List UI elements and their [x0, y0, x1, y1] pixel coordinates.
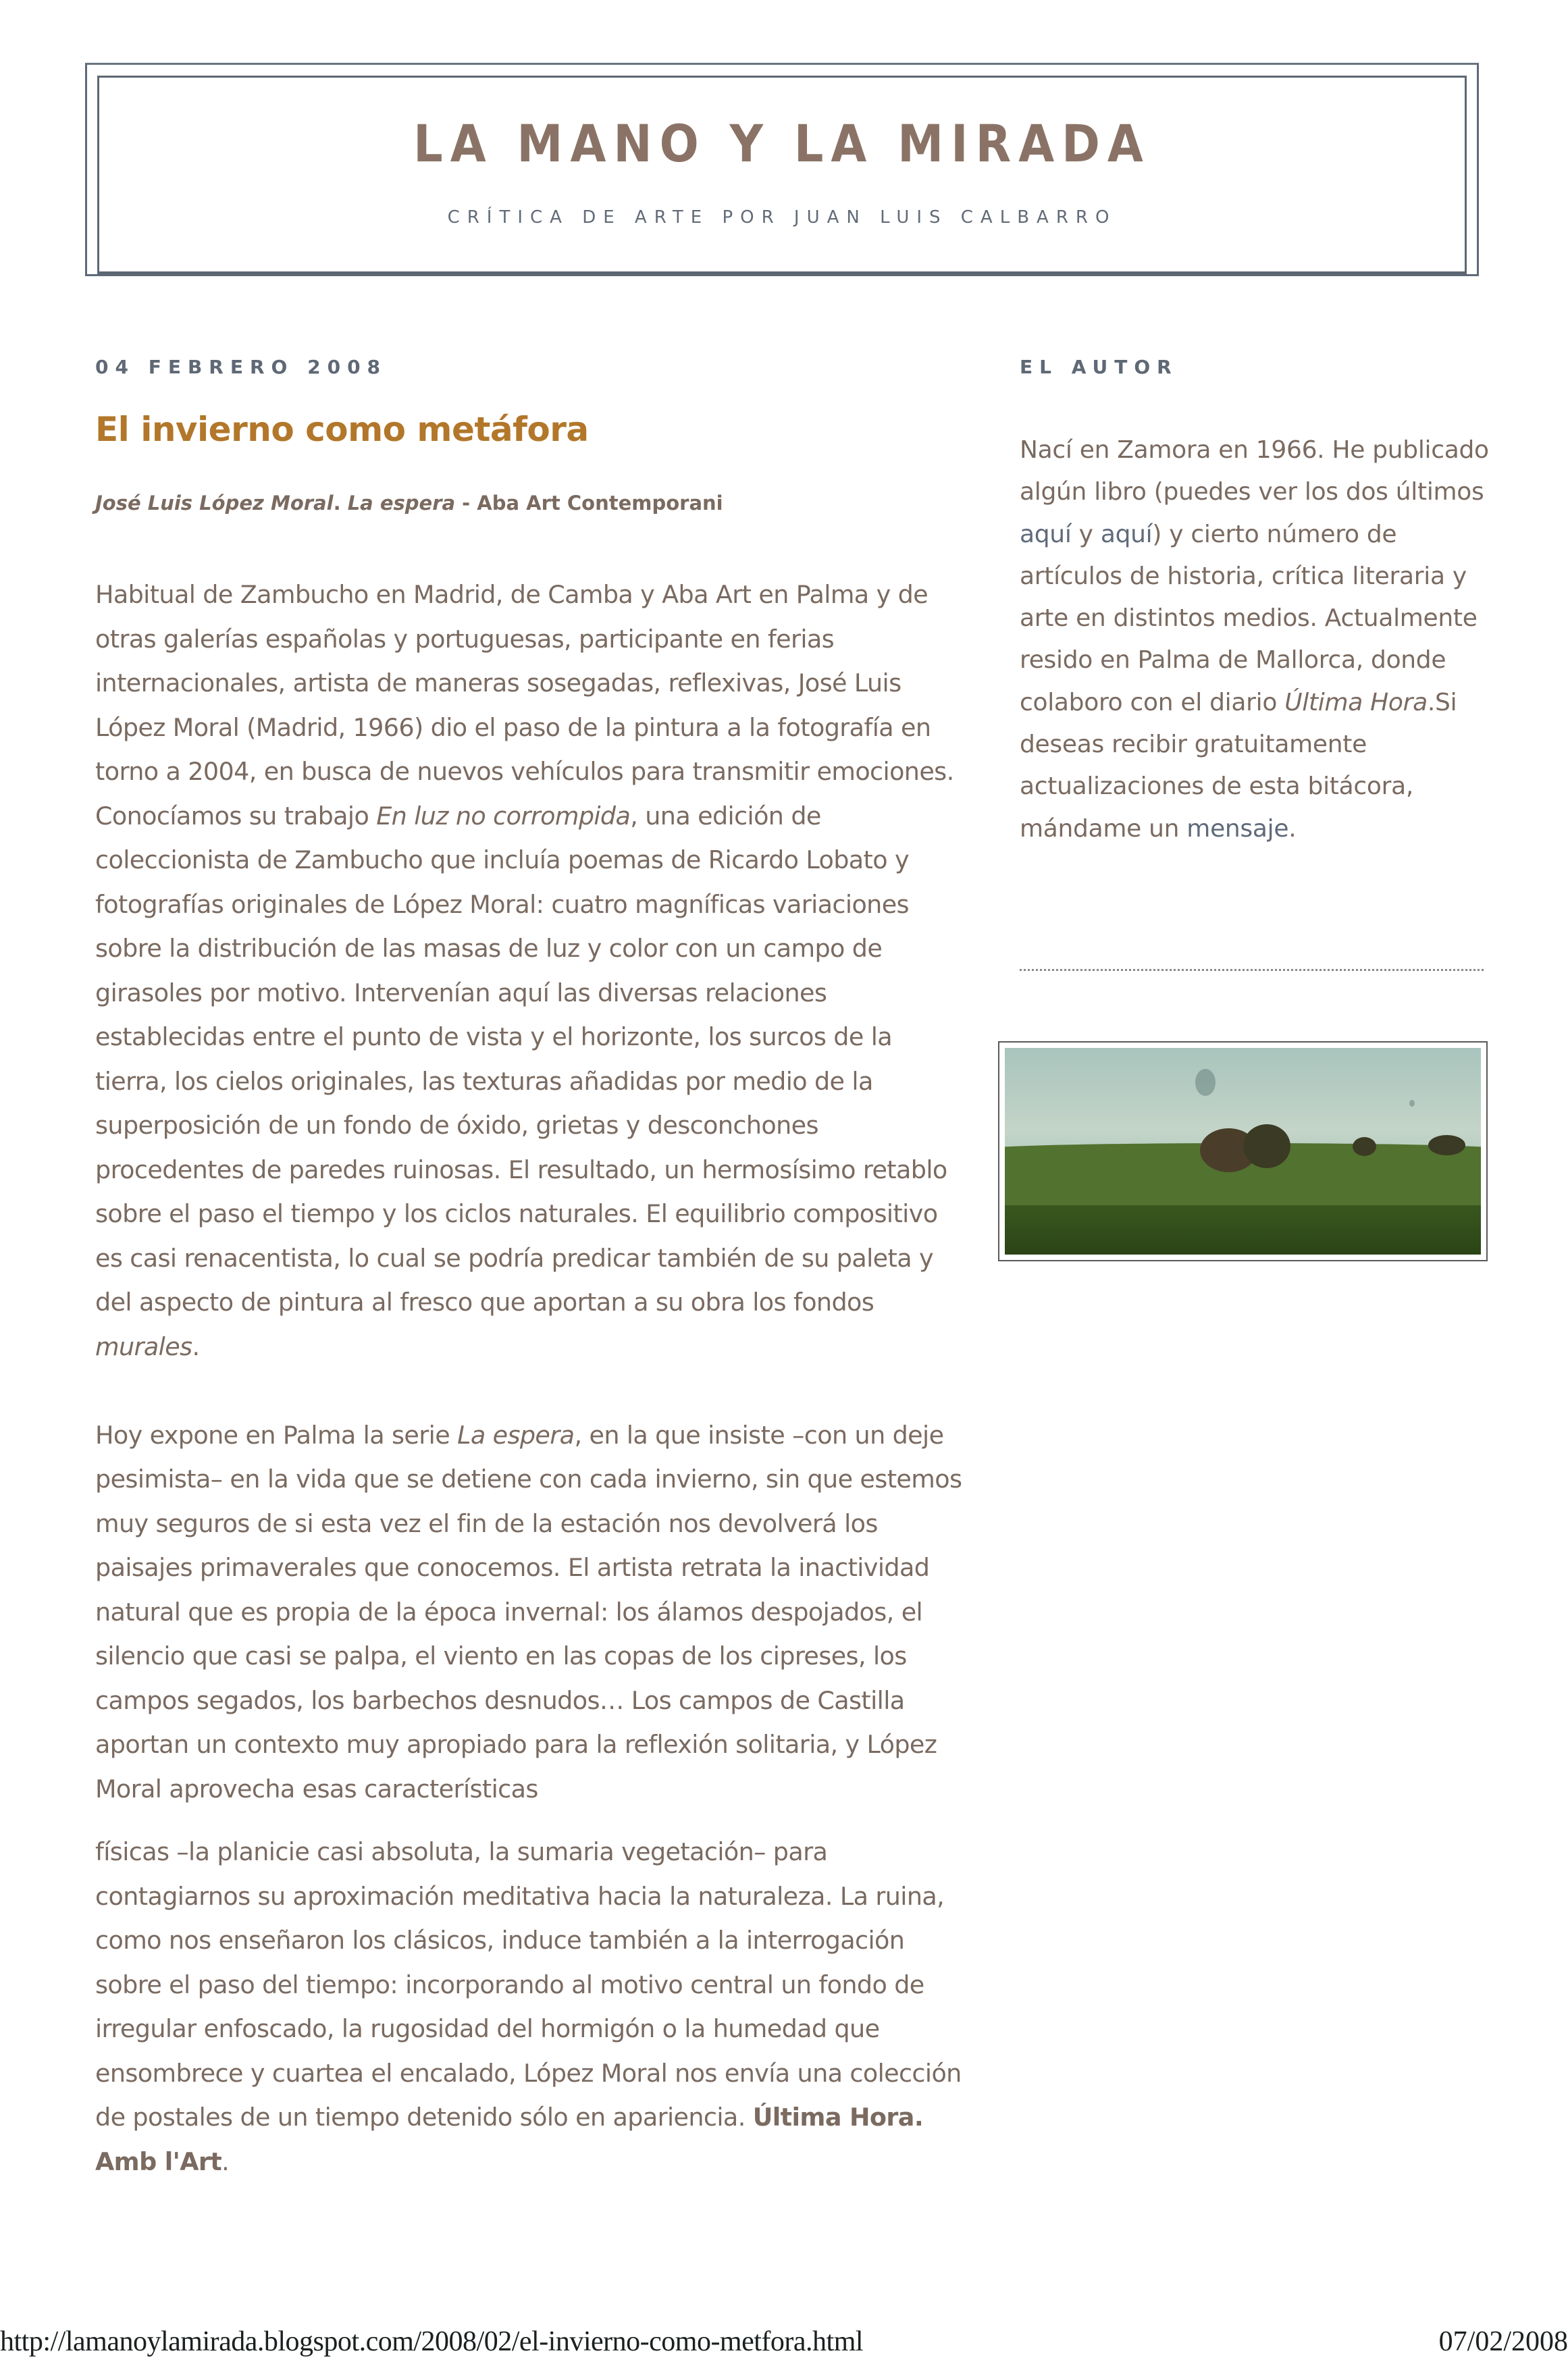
text-run: Habitual de Zambucho en Madrid, de Camba y Aba Art en Palma y de otras galerías españolas y portuguesas, participante en ferias internacionales, artista de maneras sosegadas, reflexivas, José Luis López Moral (Madrid, 1966) dio el paso de la pintura a la fotografía en torno a 2004, en busca de nuevos vehículos para transmitir emociones. Conocíamos su trabajo	[95, 580, 954, 831]
text-run: .Si deseas recibir gratuitamente actualizaciones de esta bitácora, mándame un	[1020, 688, 1457, 843]
print-date: 07/02/2008	[1438, 2326, 1568, 2357]
book-link-1[interactable]: aquí	[1020, 520, 1072, 548]
message-link[interactable]: mensaje	[1186, 814, 1289, 843]
bush	[1428, 1135, 1465, 1155]
blog-header	[97, 76, 1467, 275]
text-run: , una edición de coleccionista de Zambucho que incluía poemas de Ricardo Lobato y fotografías originales de López Moral: cuatro magníficas variaciones sobre la distribución de las masas de luz y color con un campo de girasoles por motivo. Intervenían aquí las diversas relaciones establecidas entre el punto de vista y el horizonte, los surcos de la tierra, los cielos originales, las texturas añadidas por medio de la superposición de un fondo de óxido, grietas y desconchones procedentes de paredes ruinosas. El resultado, un hermosísimo retablo sobre el paso el tiempo y los ciclos naturales. El equilibrio compositivo es casi renacentista, lo cual se podría predicar también de su paleta y del aspecto de pintura al fresco que aportan a su obra los fondos	[95, 801, 947, 1317]
text-run: Hoy expone en Palma la serie	[95, 1420, 458, 1450]
newspaper-name: Última Hora	[1284, 688, 1428, 716]
bush	[1243, 1124, 1290, 1168]
sky-stain	[1195, 1069, 1216, 1096]
page-url: http://lamanoylamirada.blogspot.com/2008/02/el-invierno-como-metfora.html	[0, 2326, 864, 2357]
subtitle-separator: .	[333, 492, 348, 515]
page-break	[95, 1811, 966, 1830]
italic-term: murales	[95, 1332, 192, 1361]
post-subtitle	[95, 492, 723, 515]
text-run: Nací en Zamora en 1966. He publicado algún libro (puedes ver los dos últimos	[1020, 436, 1489, 506]
text-run: ) y cierto número de artículos de historia, crítica literaria y arte en distintos medios. Actualmente resido en Palma de Mallorca, donde colaboro con el diario	[1020, 520, 1478, 716]
post-body	[95, 573, 966, 2184]
text-run: .	[192, 1332, 200, 1361]
sidebar	[1020, 356, 1492, 843]
sidebar-divider	[1020, 969, 1484, 971]
blog-title[interactable]: LA MANO Y LA MIRADA	[413, 113, 1151, 174]
paragraph-2	[95, 1413, 966, 1812]
paragraph-2-continued	[95, 1830, 966, 2184]
sidebar-title: EL AUTOR	[1020, 356, 1178, 378]
author-bio	[1020, 429, 1492, 850]
bush	[1353, 1137, 1376, 1156]
source-credit: Última Hora. Amb l'Art	[95, 2103, 924, 2176]
gallery-name: - Aba Art Contemporani	[455, 492, 723, 515]
post-title[interactable]: El invierno como metáfora	[95, 410, 589, 449]
text-run: , en la que insiste –con un deje pesimista– en la vida que se detiene con cada invierno, sin que estemos muy seguros de si esta vez el fin de la estación nos devolverá los paisajes primaverales que conocemos. El artista retrata la inactividad natural que es propia de la época invernal: los álamos despojados, el silencio que casi se palpa, el viento en las copas de los cipreses, los campos segados, los barbechos desnudos… Los campos de Castilla aportan un contexto muy apropiado para la reflexión solitaria, y López Moral aprovecha esas características	[95, 1420, 962, 1804]
work-title: En luz no corrompida	[376, 801, 631, 831]
sidebar-photo[interactable]	[998, 1041, 1488, 1261]
paragraph-1	[95, 573, 966, 1369]
text-run: y	[1071, 520, 1101, 548]
text-run: .	[221, 2147, 230, 2176]
series-name: La espera	[347, 492, 456, 515]
print-footer	[0, 2325, 1568, 2359]
series-title: La espera	[457, 1420, 575, 1450]
sky-stain	[1409, 1100, 1415, 1107]
blog-description: CRÍTICA DE ARTE POR JUAN LUIS CALBARRO	[447, 207, 1117, 228]
post-date: 04 FEBRERO 2008	[95, 356, 388, 378]
text-run: .	[1288, 814, 1297, 843]
artist-name: José Luis López Moral	[95, 492, 334, 515]
landscape-image	[1005, 1048, 1481, 1255]
book-link-2[interactable]: aquí	[1100, 520, 1153, 548]
text-run: físicas –la planicie casi absoluta, la sumaria vegetación– para contagiarnos su aproximación meditativa hacia la naturaleza. La ruina, como nos enseñaron los clásicos, induce también a la interrogación sobre el paso del tiempo: incorporando al motivo central un fondo de irregular enfoscado, la rugosidad del hormigón o la humedad que ensombrece y cuartea el encalado, López Moral nos envía una colección de postales de un tiempo detenido sólo en apariencia.	[95, 1837, 962, 2132]
main-column	[95, 356, 966, 2176]
